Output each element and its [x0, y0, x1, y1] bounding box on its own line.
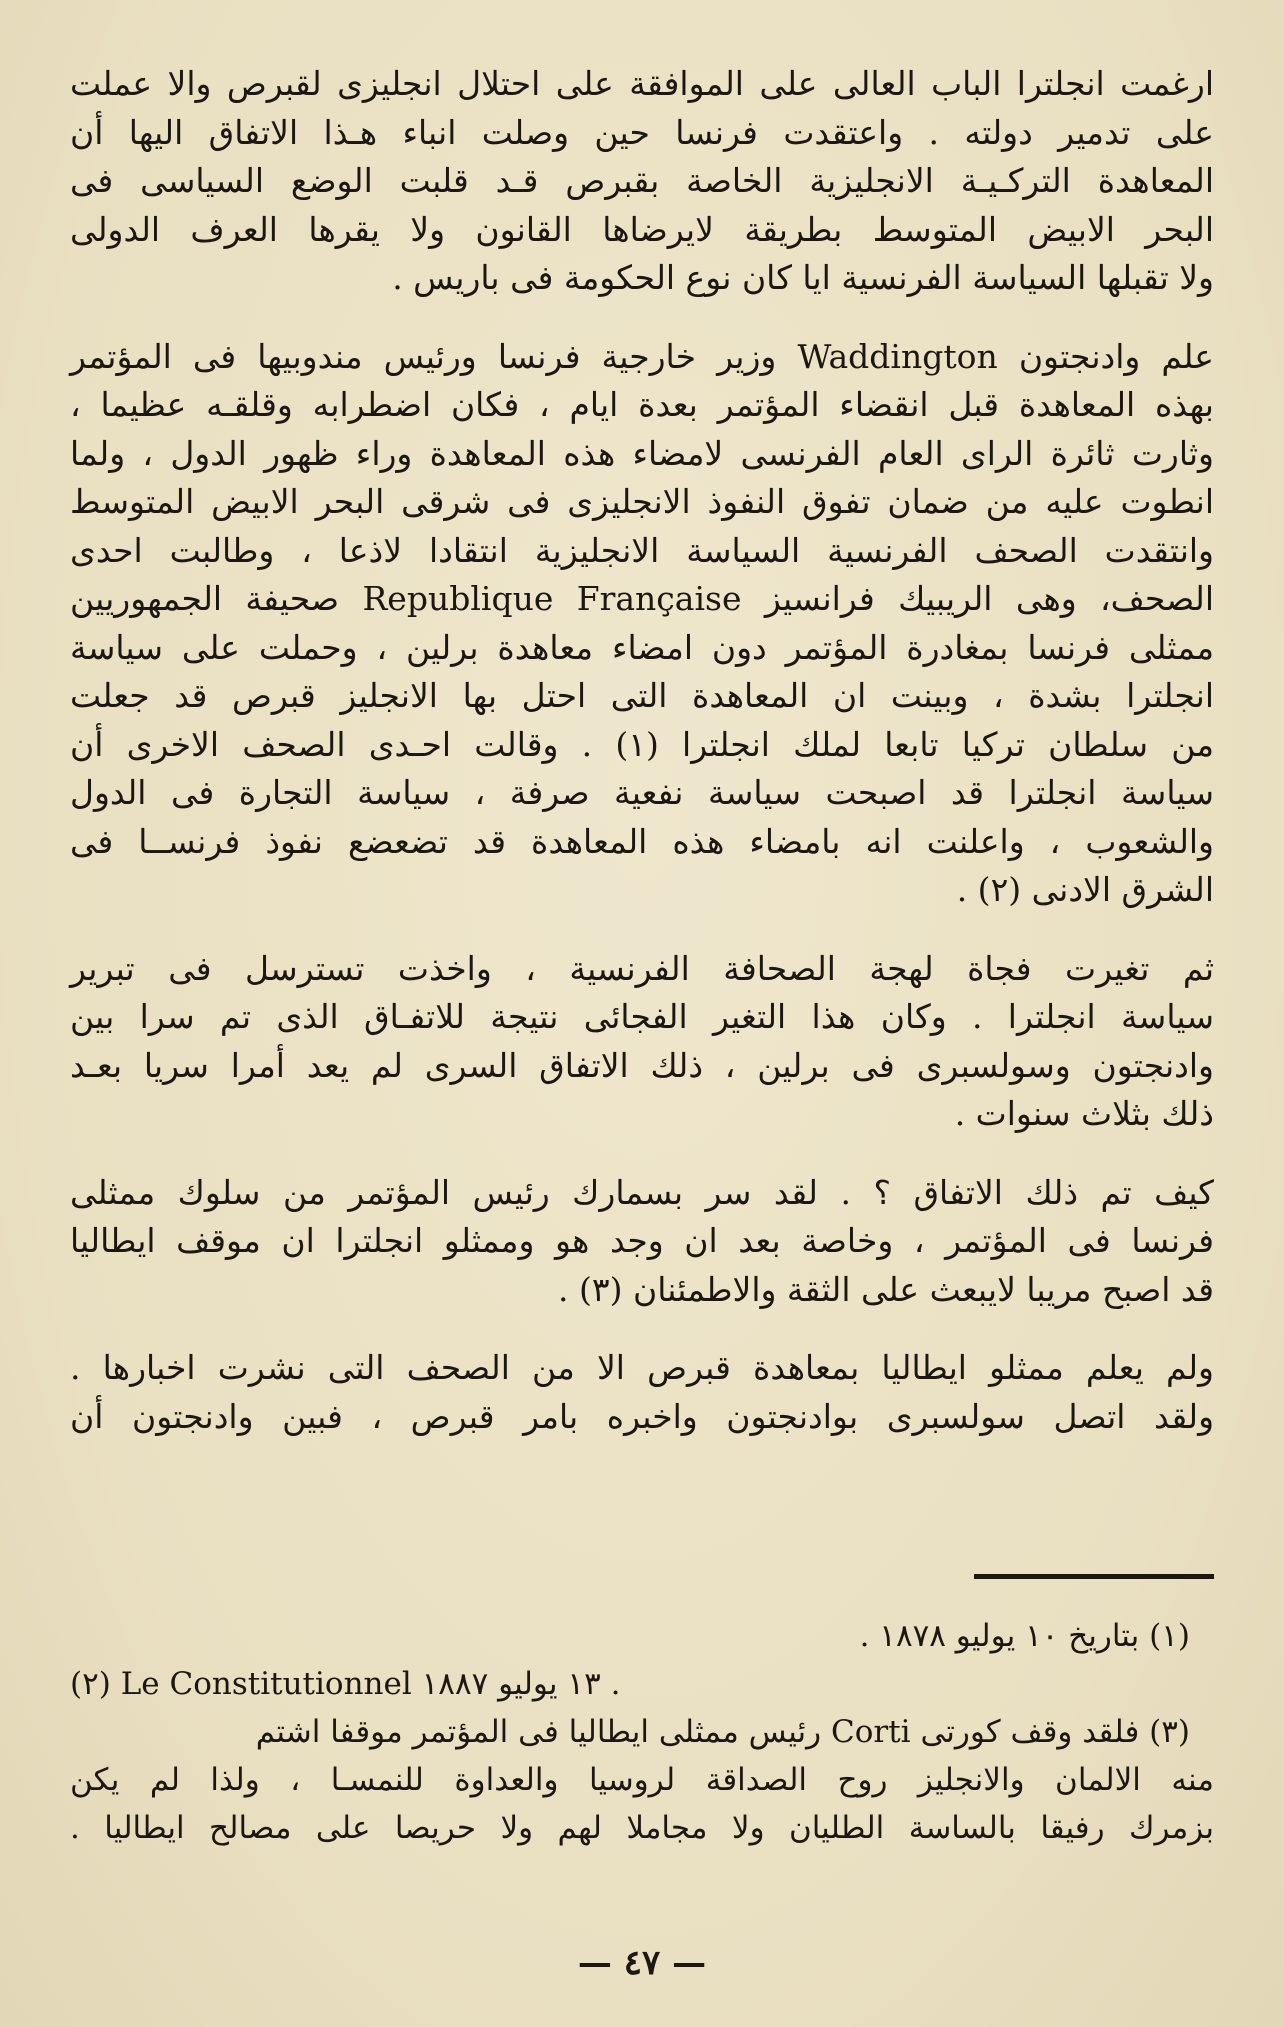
- paragraph-2: [70, 333, 1214, 915]
- text-line: علم وادنجتون Waddington وزير خارجية فرنسا ورئيس مندوبيها فى المؤتمر: [70, 336, 1215, 376]
- text-line: ذلك بثلاث سنوات .: [954, 1094, 1214, 1133]
- paragraph-5: [70, 1344, 1214, 1441]
- text-line: الشرق الادنى (٢) .: [956, 870, 1214, 909]
- footnote-divider: [974, 1574, 1214, 1579]
- text-line: وادنجتون وسولسبرى فى برلين ، ذلك الاتفاق السرى لم يعد أمرا سريا بعـد: [70, 1045, 1214, 1085]
- text-line: وانتقدت الصحف الفرنسية السياسة الانجليزية انتقادا لاذعا ، وطالبت احدى: [70, 530, 1214, 570]
- text-line: سياسة انجلترا . وكان هذا التغير الفجائى نتيجة للاتفـاق الذى تم سرا بين: [70, 997, 1214, 1036]
- text-line: بهذه المعاهدة قبل انقضاء المؤتمر بعدة ايام ، فكان اضطرابه وقلقـه عظيما ،: [70, 385, 1214, 424]
- text-line: فرنسا فى المؤتمر ، وخاصة بعد ان وجد هو وممثلو انجلترا ان موقف ايطاليا: [70, 1221, 1214, 1260]
- footnote-3-line: منه الالمان والانجليز روح الصداقة لروسيا والعداوة للنمسـا ، ولذا لم يكن: [70, 1762, 1214, 1798]
- footnote-3-line: بزمرك رفيقا بالساسة الطليان ولا مجاملا لهم ولا حريصا على مصالح ايطاليا .: [70, 1810, 1214, 1846]
- paragraph-3: [70, 945, 1214, 1139]
- text-line: سياسة انجلترا قد اصبحت سياسة نفعية صرفة ، سياسة التجارة فى الدول: [70, 773, 1214, 812]
- text-line: ولا تقبلها السياسة الفرنسية ايا كان نوع الحكومة فى باريس .: [392, 258, 1214, 297]
- text-line: الصحف، وهى الريبيك فرانسيز Republique Française صحيفة الجمهوريين: [70, 579, 1214, 618]
- footnotes: [70, 1612, 1214, 1852]
- text-line: ولقد اتصل سولسبرى بوادنجتون واخبره بامر قبرص ، فبين وادنجتون أن: [70, 1396, 1214, 1436]
- paragraph-4: [70, 1169, 1214, 1315]
- text-line: ارغمت انجلترا الباب العالى على الموافقة على احتلال انجليزى لقبرص والا عملت: [70, 64, 1214, 103]
- paragraph-1: [70, 60, 1214, 303]
- text-line: ممثلى فرنسا بمغادرة المؤتمر دون امضاء معاهدة برلين ، وحملت على سياسة: [70, 627, 1214, 667]
- main-text: [70, 60, 1214, 1441]
- text-line: انجلترا بشدة ، وبينت ان المعاهدة التى احتل بها الانجليز قبرص قد جعلت: [70, 676, 1214, 715]
- page-number: — ٤٧ —: [577, 1943, 707, 1983]
- text-line: كيف تم ذلك الاتفاق ؟ . لقد سر بسمارك رئيس المؤتمر من سلوك ممثلى: [70, 1172, 1214, 1212]
- text-line: ثم تغيرت فجاة لهجة الصحافة الفرنسية ، واخذت تسترسل فى تبرير: [70, 948, 1214, 988]
- text-line: المعاهدة التركـيـة الانجليزية الخاصة بقبرص قـد قلبت الوضع السياسى فى: [70, 161, 1214, 200]
- text-line: من سلطان تركيا تابعا لملك انجلترا (١) . وقالت احـدى الصحف الاخرى أن: [70, 724, 1214, 764]
- text-line: على تدمير دولته . واعتقدت فرنسا حين وصلت انباء هـذا الاتفاق اليها أن: [70, 112, 1214, 152]
- text-line: البحر الابيض المتوسط بطريقة لايرضاها القانون ولا يقرها العرف الدولى: [70, 209, 1214, 249]
- text-line: وثارت ثائرة الراى العام الفرنسى لامضاء هذه المعاهدة وراء ظهور الدول ، ولما: [70, 433, 1214, 473]
- footnote-1: (١) بتاريخ ١٠ يوليو ١٨٧٨ .: [859, 1618, 1190, 1654]
- footnote-3: (٣) فلقد وقف كورتى Corti رئيس ممثلى ايطاليا فى المؤتمر موقفا اشتم: [255, 1714, 1190, 1750]
- text-line: قد اصبح مريبا لايبعث على الثقة والاطمئنان (٣) .: [558, 1269, 1214, 1309]
- footnote-2: (٢) Le Constitutionnel ١٣ يوليو ١٨٨٧ .: [70, 1666, 621, 1702]
- text-line: ولم يعلم ممثلو ايطاليا بمعاهدة قبرص الا من الصحف التى نشرت اخبارها .: [70, 1348, 1214, 1387]
- text-line: انطوت عليه من ضمان تفوق النفوذ الانجليزى فى شرقى البحر الابيض المتوسط: [70, 482, 1214, 521]
- text-line: والشعوب ، واعلنت انه بامضاء هذه المعاهدة قد تضعضع نفوذ فرنســا فى: [70, 821, 1214, 861]
